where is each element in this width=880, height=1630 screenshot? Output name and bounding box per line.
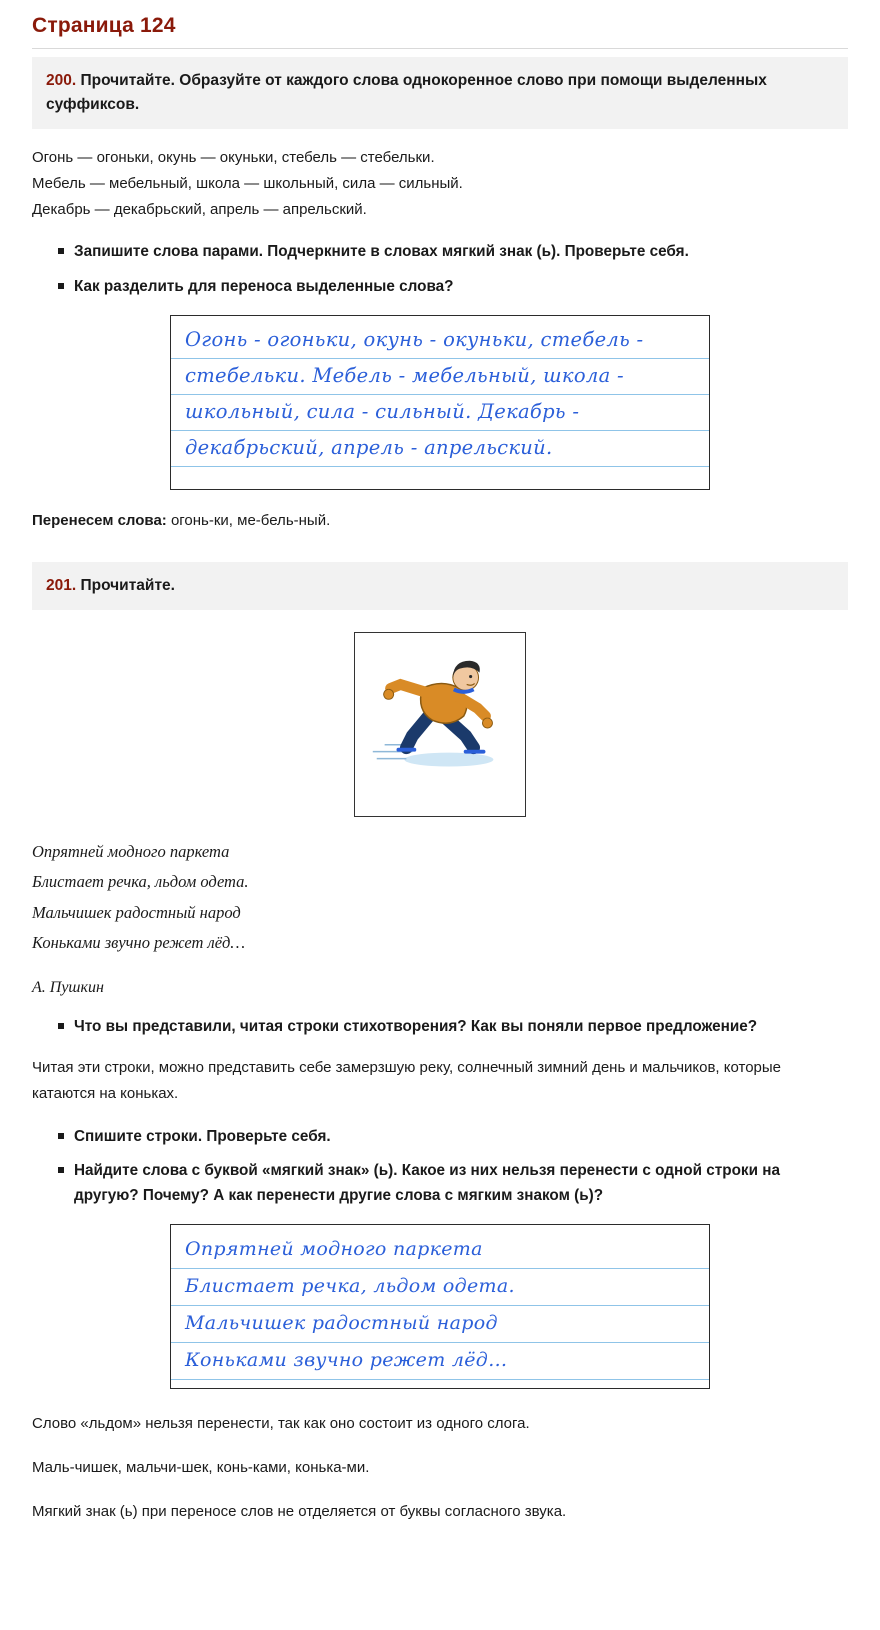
skater-illustration <box>354 632 526 817</box>
poem-201 <box>32 837 848 959</box>
word-line: Декабрь — декабрьский, апрель — апрельский. <box>32 200 367 218</box>
transfer-note-text: огонь-ки, ме-бель-ный. <box>166 512 331 530</box>
handwriting-line: Блистает речка, льдом одета. <box>185 1275 515 1298</box>
poem-line: Опрятней модного паркета <box>32 841 230 861</box>
exercise-200-bullets <box>32 240 848 299</box>
list-item: Запишите слова парами. Подчеркните в словах мягкий знак (ь). Проверьте себя. <box>58 240 848 264</box>
exercise-200-header-text: Прочитайте. Образуйте от каждого слова однокоренное слово при помощи выделенных суффиксов. <box>46 72 767 114</box>
answer-text: Читая эти строки, можно представить себе замерзшую реку, солнечный зимний день и мальчиков, которые катаются на коньках. <box>32 1059 782 1103</box>
exercise-201-header-text: Прочитайте. <box>80 576 175 594</box>
exercise-201-bullets-1 <box>32 1015 848 1039</box>
exercise-201-header <box>32 562 848 610</box>
title-divider <box>32 48 848 49</box>
handwriting-line: стебельки. Мебель - мебельный, школа - <box>185 364 624 388</box>
handwriting-line: Опрятней модного паркета <box>185 1238 483 1261</box>
list-item: Что вы представили, читая строки стихотворения? Как вы поняли первое предложение? <box>58 1015 848 1039</box>
answer-text: Маль-чишек, мальчи-шек, конь-ками, конька-ми. <box>32 1459 370 1477</box>
poem-line: Блистает речка, льдом одета. <box>32 872 249 892</box>
exercise-200-number: 200. <box>46 72 77 89</box>
handwriting-line: Коньками звучно режет лёд… <box>185 1349 508 1372</box>
exercise-201-bullets-2 <box>32 1125 848 1208</box>
answer-text: Мягкий знак (ь) при переносе слов не отделяется от буквы согласного звука. <box>32 1503 567 1520</box>
exercise-200-word-list <box>32 145 848 222</box>
handwriting-line: школьный, сила - сильный. Декабрь - <box>185 400 580 424</box>
poem-line: Мальчишек радостный народ <box>32 902 241 922</box>
word-line: Мебель — мебельный, школа — школьный, сила — сильный. <box>32 174 463 192</box>
exercise-200-header <box>32 57 848 129</box>
skater-image <box>355 633 523 814</box>
poem-author: А. Пушкин <box>32 978 104 996</box>
list-item: Как разделить для переноса выделенные слова? <box>58 275 848 299</box>
list-item: Спишите строки. Проверьте себя. <box>58 1125 848 1149</box>
poem-line: Коньками звучно режет лёд… <box>32 933 246 953</box>
handwriting-answer-200 <box>170 315 710 490</box>
handwriting-line: Мальчишек радостный народ <box>185 1312 498 1335</box>
exercise-201-number: 201. <box>46 576 77 594</box>
transfer-note-200 <box>32 508 848 534</box>
answer-text: Слово «льдом» нельзя перенести, так как оно состоит из одного слога. <box>32 1415 530 1433</box>
word-line: Огонь — огоньки, окунь — окуньки, стебель — стебельки. <box>32 149 435 167</box>
handwriting-answer-201 <box>170 1224 710 1389</box>
handwriting-line: декабрьский, апрель - апрельский. <box>185 436 553 460</box>
handwriting-line: Огонь - огоньки, окунь - окуньки, стебель - <box>185 328 644 352</box>
list-item: Найдите слова с буквой «мягкий знак» (ь). Какое из них нельзя перенести с одной строки на другую? Почему? А как перенести другие слова с мягким знаком (ь)? <box>58 1159 848 1208</box>
transfer-note-label: Перенесем слова: <box>32 512 167 530</box>
page-title: Страница 124 <box>32 14 176 37</box>
